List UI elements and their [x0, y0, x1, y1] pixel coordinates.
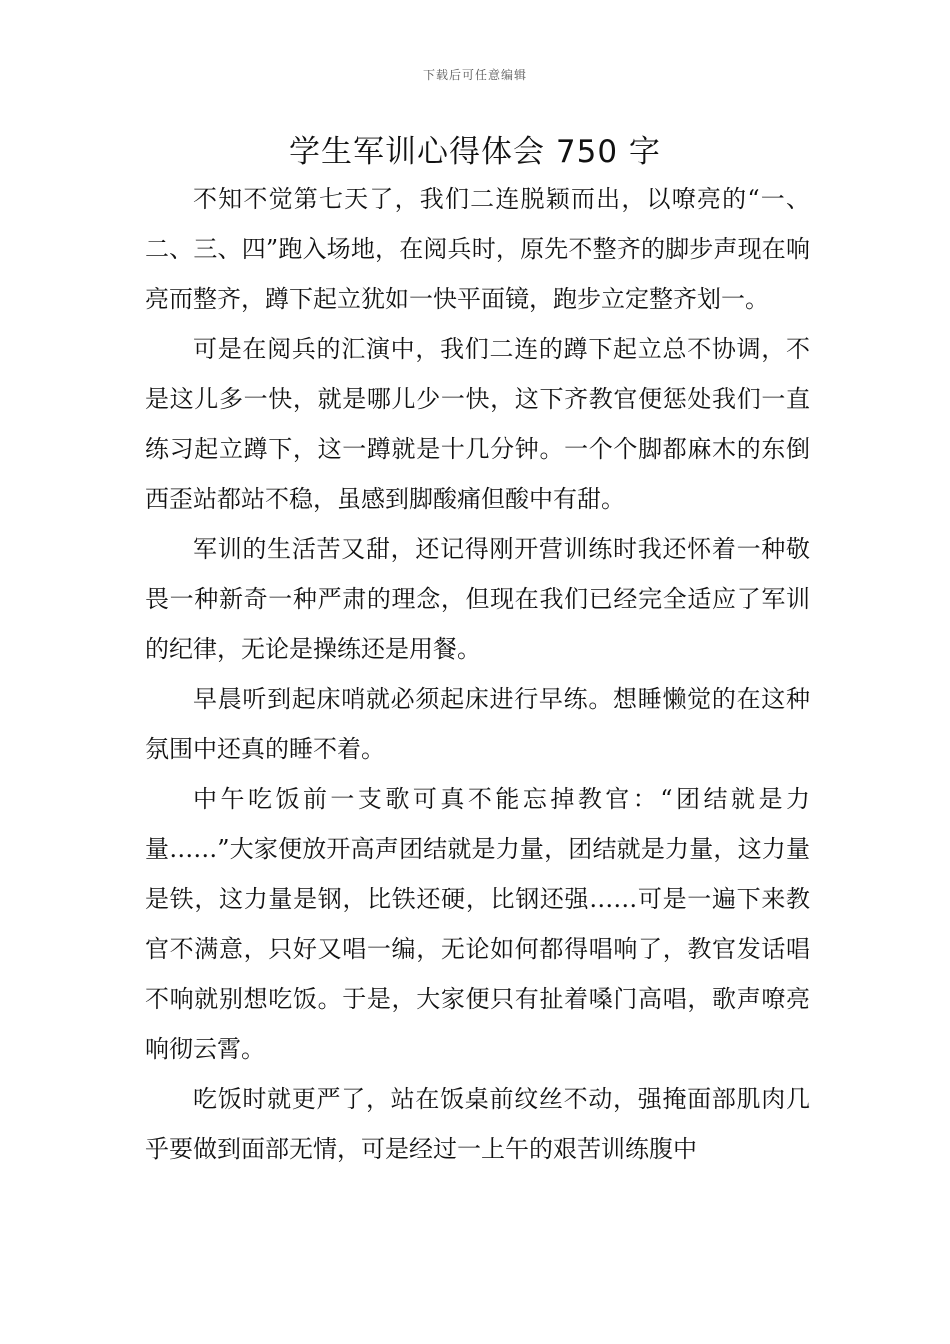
paragraph-4: 早晨听到起床哨就必须起床进行早练。想睡懒觉的在这种氛围中还真的睡不着。 [145, 685, 810, 763]
paragraph-5: 中午吃饭前一支歌可真不能忘掉教官：“团结就是力量……”大家便放开高声团结就是力量，团结就是力量，这力量是铁，这力量是钢，比铁还硬，比钢还强……可是一遍下来教官不满意，只好又唱一编，无论如何都得唱响了，教官发话唱不响就别想吃饭。于是，大家便只有扯着嗓门高唱，歌声嘹亮响彻云霄。 [145, 785, 810, 1063]
header-note: 下载后可任意编辑 [422, 68, 527, 82]
paragraph-3: 军训的生活苦又甜，还记得刚开营训练时我还怀着一种敬畏一种新奇一种严肃的理念，但现在我们已经完全适应了军训的纪律，无论是操练还是用餐。 [145, 535, 810, 663]
paragraph-2: 可是在阅兵的汇演中，我们二连的蹲下起立总不协调，不是这儿多一快，就是哪儿少一快，这下齐教官便惩处我们一直练习起立蹲下，这一蹲就是十几分钟。一个个脚都麻木的东倒西歪站都站不稳，虽感到脚酸痛但酸中有甜。 [145, 335, 810, 513]
document-title: 学生军训心得体会 750 字 [289, 134, 661, 170]
paragraph-1: 不知不觉第七天了，我们二连脱颖而出，以嘹亮的“一、二、三、四”跑入场地，在阅兵时，原先不整齐的脚步声现在响亮而整齐，蹲下起立犹如一快平面镜，跑步立定整齐划一。 [145, 185, 810, 313]
paragraph-6: 吃饭时就更严了，站在饭桌前纹丝不动，强掩面部肌肉几乎要做到面部无情，可是经过一上午的艰苦训练腹中 [145, 1085, 810, 1163]
document-body [145, 174, 810, 1174]
